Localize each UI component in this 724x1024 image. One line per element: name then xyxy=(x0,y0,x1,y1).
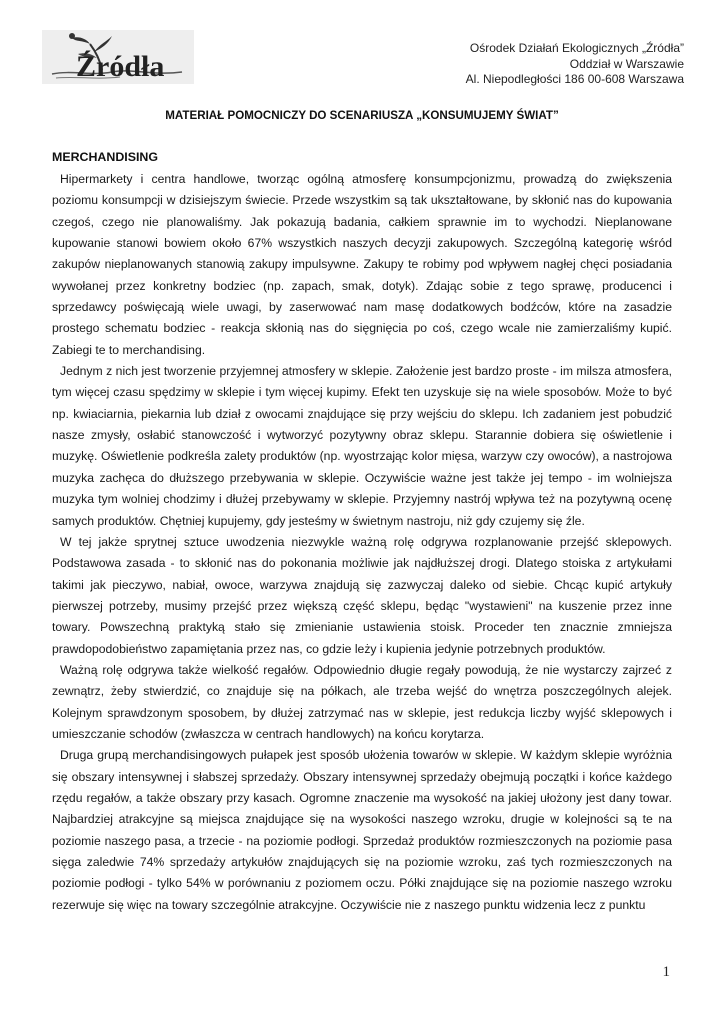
paragraph: W tej jakże sprytnej sztuce uwodzenia niezwykle ważną rolę odgrywa rozplanowanie przejść sklepowych. Podstawowa zasada - to skłonić nas do pokonania możliwie jak najdłuższej drogi. Dlatego stoiska z artykułami takimi jak pieczywo, nabiał, owoce, warzywa znajdują się zazwyczaj daleko od siebie. Chcąc kupić artykuły pierwszej potrzeby, musimy przejść przez większą część sklepu, będąc "wystawieni" na kuszenie przez inne towary. Powszechną praktyką stało się zmienianie ustawienia stoisk. Proceder ten znacznie zmniejsza prawdopodobieństwo zapamiętania przez nas, co gdzie leży i kupienia jedynie potrzebnych produktów. xyxy=(52,534,672,656)
org-address-line: Al. Niepodległości 186 00-608 Warszawa xyxy=(465,72,684,86)
section-heading: MERCHANDISING xyxy=(52,150,159,164)
logo-text: Źródła xyxy=(76,50,165,83)
paragraph: Druga grupą merchandisingowych pułapek jest sposób ułożenia towarów w sklepie. W każdym sklepie wyróżnia się obszary intensywnej i słabszej sprzedaży. Obszary intensywnej sprzedaży obejmują początki i końce każdego rzędu regałów, a także obszary przy kasach. Ogromne znaczenie ma wysokość na jakiej ułożony jest dany towar. Najbardziej atrakcyjne są miejsca znajdujące się na wysokości naszego wzroku, drugie w kolejności są te na poziomie naszego pasa, a trzecie - na poziomie podłogi. Sprzedaż produktów rozmieszczonych na poziomie pasa sięga zaledwie 74% sprzedaży artykułów znajdujących się na poziomie wzroku, zaś tych rozmieszczonych na poziomie podłogi - tylko 54% w porównaniu z poziomem oczu. Półki znajdujące się na poziomie naszego wzroku rezerwuje się więc na towary szczególnie atrakcyjne. Oczywiście nie z naszego punktu widzenia lecz z punktu xyxy=(52,748,672,912)
body-text xyxy=(52,169,672,916)
paragraph: Hipermarkety i centra handlowe, tworząc ogólną atmosferę konsumpcjonizmu, prowadzą do zwiększenia poziomu konsumpcji w dzisiejszym świecie. Przede wszystkim są tak ukształtowane, by skłonić nas do kupowania czegoś, czego nie planowaliśmy. Jak pokazują badania, całkiem sprawnie im to wychodzi. Nieplanowane kupowanie stanowi bowiem około 67% wszystkich naszych decyzji zakupowych. Szczególną kategorię wśród zakupów nieplanowanych stanowią zakupy impulsywne. Zakupy te robimy pod wpływem nagłej chęci posiadania wywołanej przez konkretny bodziec (np. zapach, smak, dotyk). Zdając sobie z tego sprawę, producenci i sprzedawcy poświęcają wiele uwagi, by zaserwować nam masę dodatkowych bodźców, które na zasadzie prostego schematu bodziec - reakcja skłonią nas do sięgnięcia po coś, czego wcale nie zamierzaliśmy kupić. Zabiegi te to merchandising. xyxy=(52,172,672,357)
org-name-line: Ośrodek Działań Ekologicznych „Źródła” xyxy=(469,41,684,55)
zrodla-logo xyxy=(42,30,194,84)
paragraph: Jednym z nich jest tworzenie przyjemnej atmosfery w sklepie. Założenie jest bardzo proste - im milsza atmosfera, tym więcej czasu spędzimy w sklepie i tym więcej kupimy. Efekt ten uzyskuje się na wiele sposobów. Może to być np. kwiaciarnia, piekarnia lub dział z owocami znajdujące się przy wejściu do sklepu. Ich zadaniem jest pobudzić nasze zmysły, osłabić stanowczość i wytworzyć pozytywny obraz sklepu. Starannie dobiera się oświetlenie i muzykę. Oświetlenie podkreśla zalety produktów (np. wyostrzając kolor mięsa, warzyw czy owoców), a nastrojowa muzyka zachęca do dłuższego przebywania w sklepie. Oczywiście ważne jest także jej tempo - im wolniejsza muzyka tym wolniej chodzimy i dłużej przebywamy w sklepie. Przyjemny nastrój wpływa też na pozytywną ocenę samych produktów. Chętniej kupujemy, gdy jesteśmy w świetnym nastroju, niż gdy czujemy się źle. xyxy=(52,364,672,528)
organization-address xyxy=(466,41,684,88)
page-number: 1 xyxy=(662,964,670,980)
document-title: MATERIAŁ POMOCNICZY DO SCENARIUSZA „KONSUMUJEMY ŚWIAT” xyxy=(165,109,559,122)
paragraph: Ważną rolę odgrywa także wielkość regałów. Odpowiednio długie regały powodują, że nie wystarczy zajrzeć z zewnątrz, żeby stwierdzić, co znajduje się na półkach, ale trzeba wejść do wnętrza poszczególnych alejek. Kolejnym sprawdzonym sposobem, by dłużej zatrzymać nas w sklepie, jest redukcja liczby wyjść sklepowych i umieszczanie schodów (zwłaszcza w centrach handlowych) na końcu korytarza. xyxy=(52,662,672,741)
org-branch-line: Oddział w Warszawie xyxy=(569,56,684,71)
